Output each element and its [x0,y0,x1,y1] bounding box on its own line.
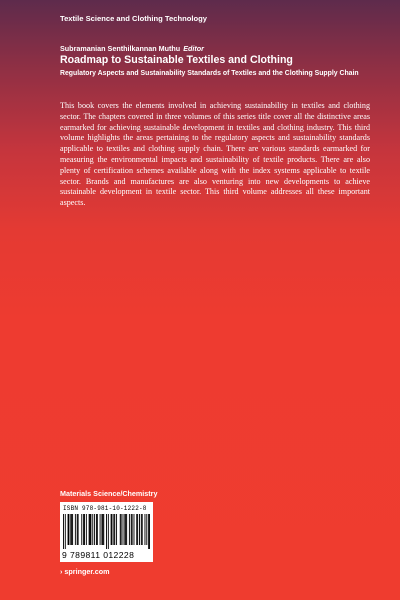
barcode-bar [146,514,147,545]
subject-category: Materials Science/Chemistry [60,489,158,498]
book-description: This book covers the elements involved in achieving sustainability in textiles and clothing sector. The chapters covered in three volumes of this series title cover all the distinctive areas earmarked for achieving sustainable development in textiles and clothing industry. This third volume highlights the areas pertaining to the regulatory aspects and sustainability standards applicable to textiles and clothing supply chain. There are various standards earmarked for measuring the environmental impacts and sustainability of textile products. There are also plenty of certification schemes available along with the index systems applicable to textile sector. Brands and manufactures are also venturing into new developments to achieve sustainable development in textile sector. This third volume addresses all these important aspects. [60,101,370,208]
barcode-bar [134,514,135,545]
barcode-bar [65,514,66,549]
barcode-bar [89,514,90,545]
book-subtitle: Regulatory Aspects and Sustainability Standards of Textiles and the Clothing Supply Chain [60,70,359,77]
barcode-bar [132,514,133,545]
barcode-bar [101,514,102,545]
barcode-bar [131,514,132,545]
barcode-bar [92,514,93,545]
publisher-website[interactable]: › springer.com [60,567,110,576]
barcode-bar [94,514,95,545]
barcode-bar [81,514,82,545]
barcode-bars-graphic [63,514,150,549]
barcode-bar [83,514,84,545]
barcode-bar [142,514,143,545]
barcode-bar [77,514,78,545]
barcode-bar [75,514,76,545]
barcode-bar [72,514,73,545]
barcode-bar [149,514,150,549]
isbn-number: ISBN 978-981-10-1222-8 [63,505,147,512]
barcode-image [63,514,150,549]
barcode-bar [129,514,130,545]
barcode-bar [78,514,79,545]
series-title: Textile Science and Clothing Technology [60,14,207,23]
barcode-bar [100,514,101,545]
barcode-bar [148,514,149,549]
barcode-digits: 9 789811 012228 [62,550,135,560]
barcode-bar [106,514,107,549]
barcode-bar [108,514,109,549]
barcode-bar [141,514,142,545]
barcode-bar [124,514,125,545]
barcode-bar [113,514,114,545]
barcode-bar [63,514,64,549]
barcode-bar [96,514,97,545]
barcode-bar [137,514,138,545]
barcode-bar [84,514,85,545]
barcode-bar [90,514,91,545]
barcode-panel [60,502,153,562]
barcode-bar [68,514,69,545]
barcode-bar [111,514,112,545]
barcode-bar [70,514,71,545]
barcode-bar [102,514,103,545]
barcode-bar [145,514,146,545]
barcode-bar [86,514,87,545]
barcode-bar [97,514,98,545]
barcode-bar [125,514,126,545]
editor-role: Editor [183,44,204,53]
barcode-bar [123,514,124,545]
barcode-bar [90,514,91,545]
barcode-bar [116,514,117,545]
barcode-bar [112,514,113,545]
barcode-bar [136,514,137,545]
barcode-bar [114,514,115,545]
editor-name: Subramanian Senthilkannan Muthu [60,44,181,53]
barcode-bar [68,514,69,545]
barcode-bar [71,514,72,545]
book-title: Roadmap to Sustainable Textiles and Clothing [60,54,293,66]
editor-line [60,44,204,53]
barcode-bar [120,514,121,545]
barcode-bar [121,514,122,545]
barcode-bar [103,514,104,545]
barcode-bar [126,514,127,545]
barcode-bar [139,514,140,545]
